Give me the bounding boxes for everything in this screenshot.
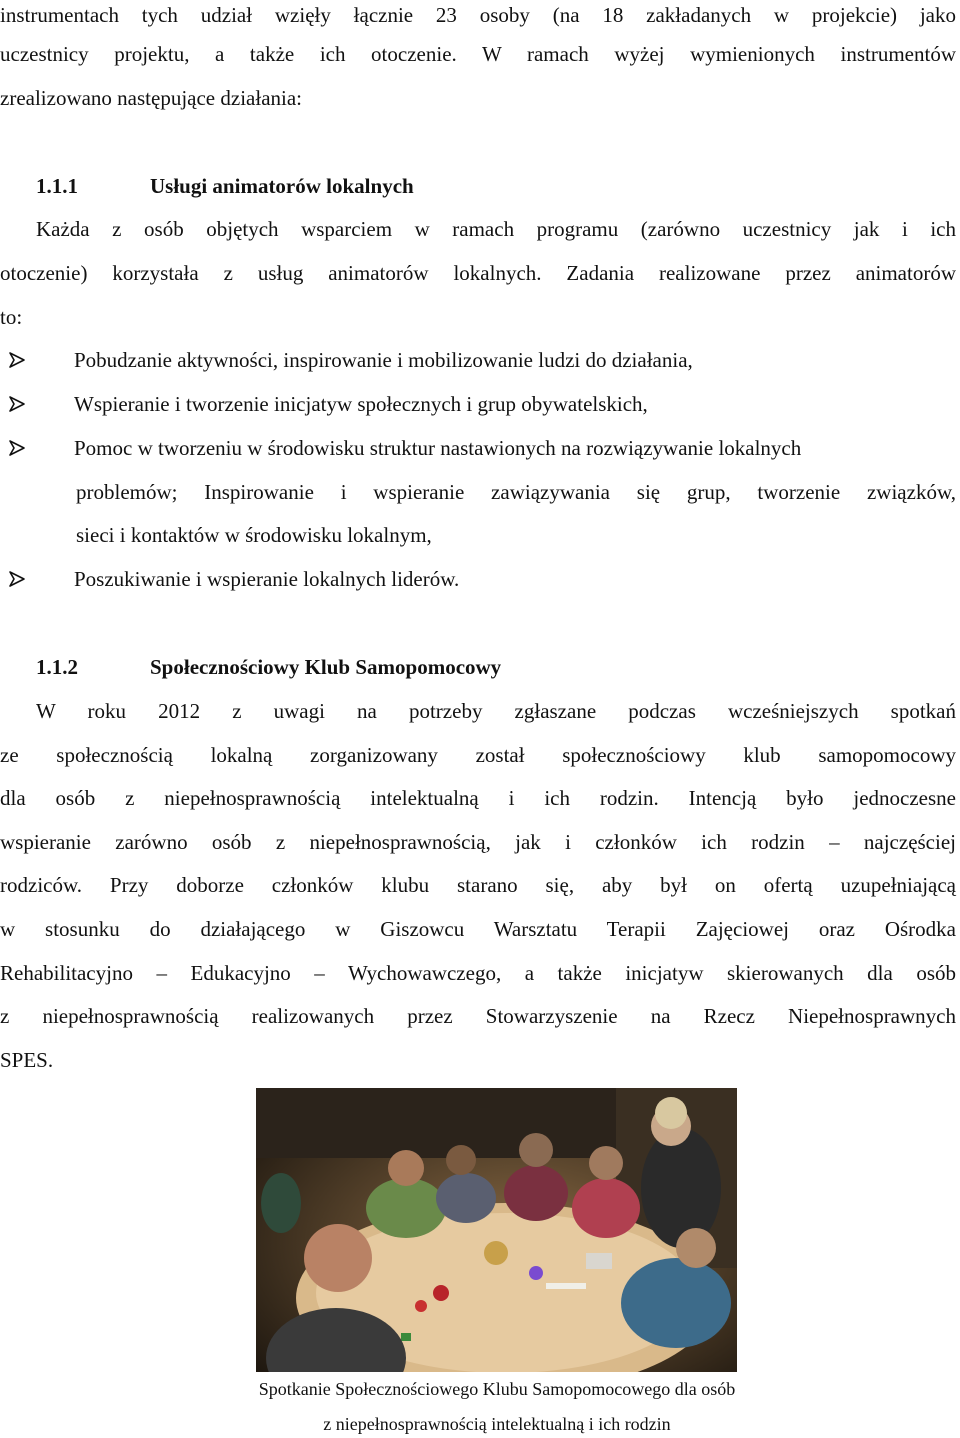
section-number: 1.1.2 <box>36 655 78 679</box>
meeting-photo <box>256 1088 737 1372</box>
paragraph-text: Każda z osób objętych wsparciem w ramach programu (zarówno uczestnicy jak i ich <box>36 217 956 241</box>
intro-line: instrumentach tych udział wzięły łącznie 23 osoby (na 18 zakładanych w projekcie) jako <box>0 3 956 27</box>
arrowhead-bullet-icon <box>8 345 26 375</box>
paragraph-line: z niepełnosprawnością realizowanych przez Stowarzyszenie na Rzecz Niepełnosprawnych <box>0 1004 956 1028</box>
photo-caption: Spotkanie Społecznościowego Klubu Samopomocowego dla osób <box>258 1379 736 1399</box>
intro-line: zrealizowano następujące działania: <box>0 86 302 110</box>
paragraph-line: rodziców. Przy doborze członków klubu starano się, aby był on ofertą uzupełniającą <box>0 873 956 897</box>
photo-caption: z niepełnosprawnością intelektualną i ich rodzin <box>323 1414 671 1434</box>
paragraph-line <box>0 214 956 244</box>
paragraph-text: W roku 2012 z uwagi na potrzeby zgłaszane podczas wcześniejszych spotkań <box>36 699 956 723</box>
paragraph-line: to: <box>0 305 23 329</box>
paragraph-line: dla osób z niepełnosprawnością intelektualną i ich rodzin. Intencją było jednoczesne <box>0 786 956 810</box>
section-title: Społecznościowy Klub Samopomocowy <box>150 655 502 679</box>
paragraph-line: otoczenie) korzystała z usług animatorów lokalnych. Zadania realizowane przez animatorów <box>0 261 956 285</box>
section-number: 1.1.1 <box>36 174 78 198</box>
arrowhead-bullet-icon <box>8 564 26 594</box>
paragraph-line: wspieranie zarówno osób z niepełnosprawnością, jak i członków ich rodzin – najczęściej <box>0 830 956 854</box>
paragraph-line <box>0 696 956 726</box>
paragraph-line: Rehabilitacyjno – Edukacyjno – Wychowawczego, a także inicjatyw skierowanych dla osób <box>0 961 956 985</box>
section-title: Usługi animatorów lokalnych <box>150 174 414 198</box>
bullet-text: Pobudzanie aktywności, inspirowanie i mobilizowanie ludzi do działania, <box>74 348 693 372</box>
paragraph-line: ze społecznością lokalną zorganizowany został społecznościowy klub samopomocowy <box>0 743 956 767</box>
bullet-text: Pomoc w tworzeniu w środowisku struktur nastawionych na rozwiązywanie lokalnych <box>74 436 802 460</box>
bullet-text: Wspieranie i tworzenie inicjatyw społecznych i grup obywatelskich, <box>74 392 648 416</box>
meeting-photo-image <box>256 1088 737 1372</box>
paragraph-line: SPES. <box>0 1048 54 1072</box>
bullet-text: Poszukiwanie i wspieranie lokalnych liderów. <box>74 567 460 591</box>
arrowhead-bullet-icon <box>8 389 26 419</box>
intro-line: uczestnicy projektu, a także ich otoczenie. W ramach wyżej wymienionych instrumentów <box>0 42 956 66</box>
arrowhead-bullet-icon <box>8 433 26 463</box>
bullet-continuation: sieci i kontaktów w środowisku lokalnym, <box>76 523 432 547</box>
bullet-continuation: problemów; Inspirowanie i wspieranie zawiązywania się grup, tworzenie związków, <box>76 480 956 504</box>
paragraph-line: w stosunku do działającego w Giszowcu Warsztatu Terapii Zajęciowej oraz Ośrodka <box>0 917 956 941</box>
